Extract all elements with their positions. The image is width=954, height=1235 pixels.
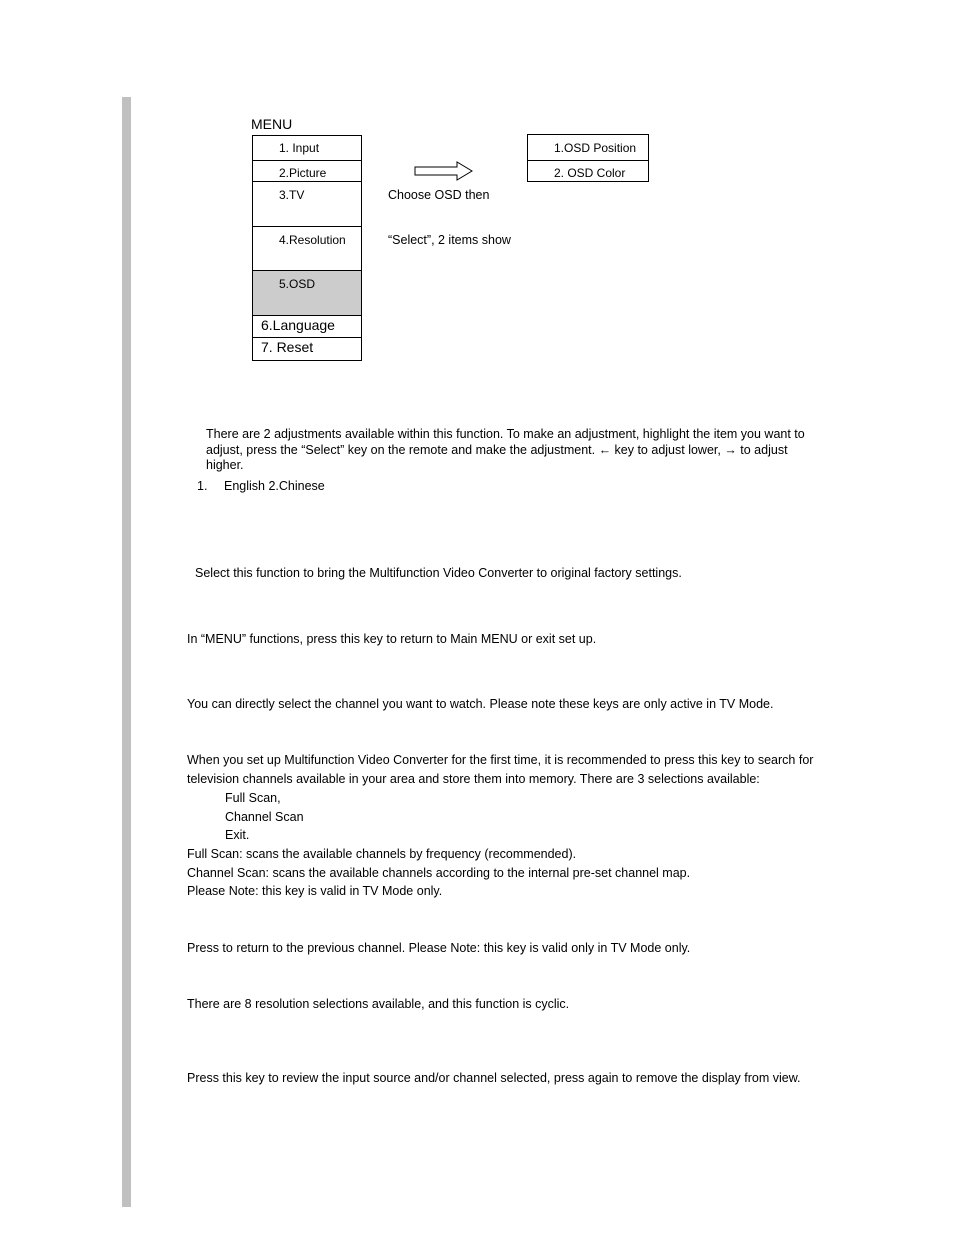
submenu-item-osd-color[interactable] bbox=[527, 160, 649, 182]
language-desc-line: adjust, press the “Select” key on the remote and make the adjustment. ← key to adjust lower, → to adjust bbox=[206, 443, 788, 457]
caption-line: Choose OSD then bbox=[388, 188, 490, 202]
caption-line: “Select”, 2 items show bbox=[388, 233, 511, 247]
menu-item-label: 4.Resolution bbox=[279, 233, 346, 247]
menu-item-picture[interactable] bbox=[252, 160, 362, 182]
menu-item-label: 1. Input bbox=[279, 141, 320, 155]
display-desc: Press this key to review the input source and/or channel selected, press again to remove the display from view. bbox=[187, 1071, 801, 1085]
resolution-desc: There are 8 resolution selections available, and this function is cyclic. bbox=[187, 997, 570, 1011]
recall-desc: Press to return to the previous channel. Please Note: this key is valid only in TV Mode only. bbox=[187, 941, 691, 955]
language-desc-line: There are 2 adjustments available within this function. To make an adjustment, highlight the item you want to bbox=[206, 427, 805, 441]
submenu-item-label: 2. OSD Color bbox=[554, 166, 626, 180]
menu-item-label: 6.Language bbox=[261, 317, 335, 333]
arrow-right-icon bbox=[413, 161, 475, 181]
language-desc-line: higher. bbox=[206, 458, 244, 472]
menu-key-desc: In “MENU” functions, press this key to return to Main MENU or exit set up. bbox=[187, 632, 597, 646]
menu-item-reset[interactable] bbox=[252, 337, 362, 361]
scan-full-desc: Full Scan: scans the available channels by frequency (recommended). bbox=[187, 847, 577, 861]
scan-desc-line: television channels available in your area and store them into memory. There are 3 selections available: bbox=[187, 772, 760, 786]
menu-item-tv[interactable] bbox=[252, 181, 362, 227]
menu-item-label: 7. Reset bbox=[261, 339, 314, 355]
scan-note: Please Note: this key is valid in TV Mode only. bbox=[187, 884, 443, 898]
submenu-item-osd-position[interactable] bbox=[527, 134, 649, 161]
menu-title: MENU bbox=[251, 116, 293, 132]
menu-item-label: 5.OSD bbox=[279, 277, 316, 291]
menu-item-label: 2.Picture bbox=[279, 166, 327, 180]
menu-item-resolution[interactable] bbox=[252, 226, 362, 271]
scan-option: Exit. bbox=[225, 828, 250, 842]
reset-desc: Select this function to bring the Multifunction Video Converter to original factory settings. bbox=[195, 566, 682, 580]
scan-desc-line: When you set up Multifunction Video Converter for the first time, it is recommended to press this key to search for bbox=[187, 753, 814, 767]
list-number: 1. bbox=[197, 479, 208, 493]
menu-item-language[interactable] bbox=[252, 315, 362, 338]
language-options: English 2.Chinese bbox=[224, 479, 325, 493]
channel-keys-desc: You can directly select the channel you want to watch. Please note these keys are only active in TV Mode. bbox=[187, 697, 774, 711]
menu-item-osd[interactable] bbox=[252, 270, 362, 316]
scan-channel-desc: Channel Scan: scans the available channels according to the internal pre-set channel map. bbox=[187, 866, 691, 880]
menu-item-label: 3.TV bbox=[279, 188, 305, 202]
scan-option: Full Scan, bbox=[225, 791, 281, 805]
scan-option: Channel Scan bbox=[225, 810, 304, 824]
submenu-item-label: 1.OSD Position bbox=[554, 141, 637, 155]
margin-bar bbox=[122, 97, 131, 1207]
menu-item-input[interactable] bbox=[252, 135, 362, 161]
